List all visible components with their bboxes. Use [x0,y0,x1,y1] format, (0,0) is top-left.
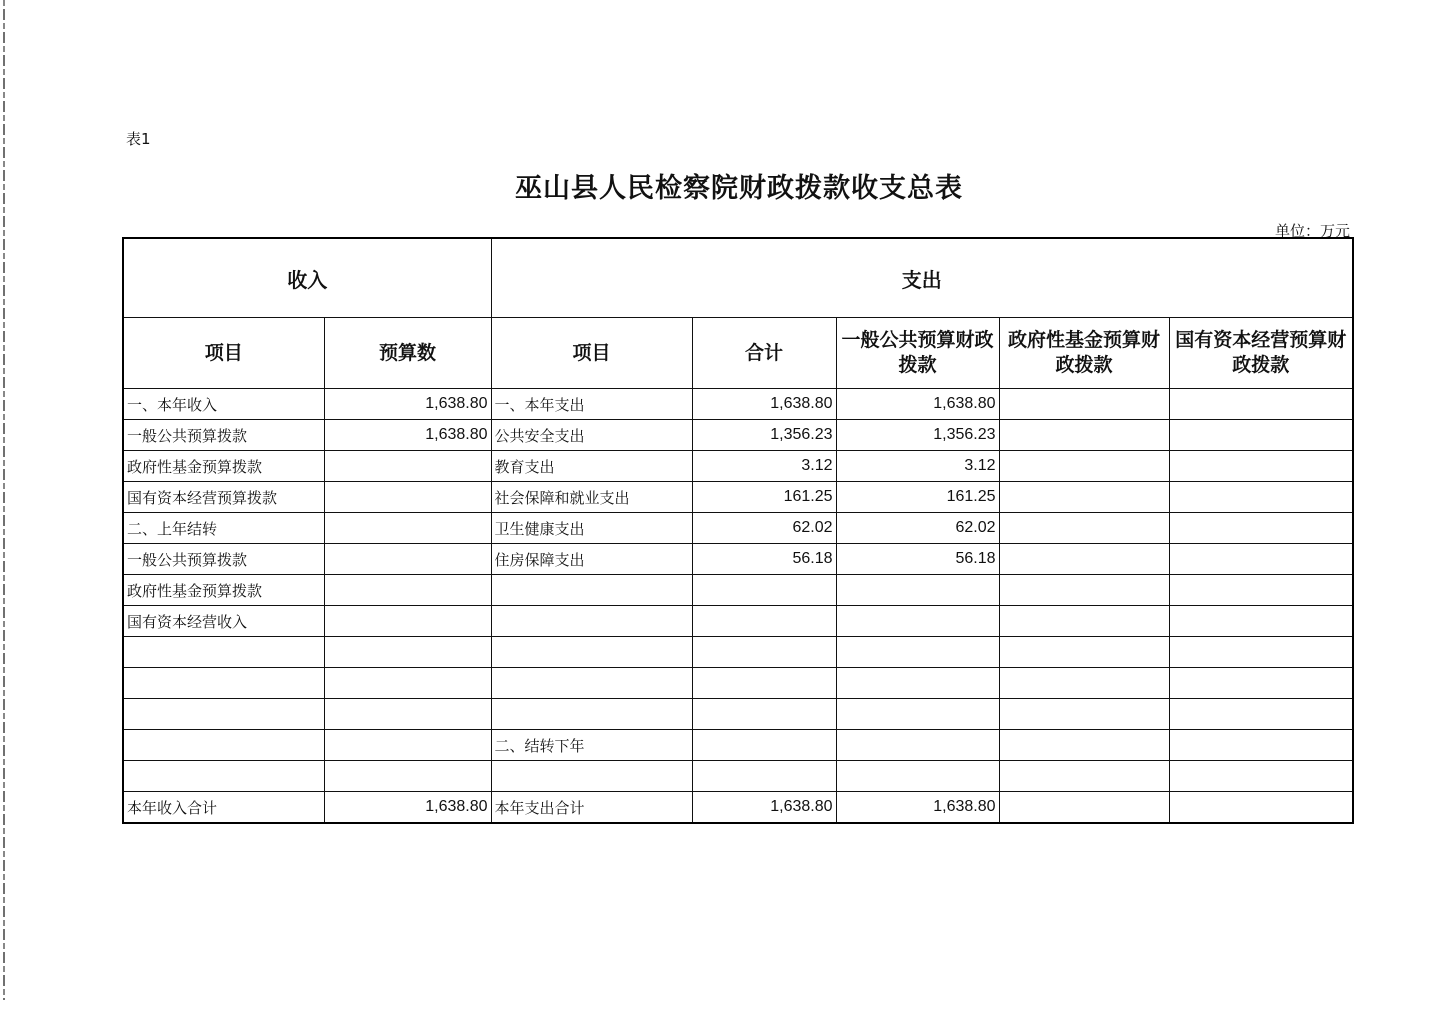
table-cell [123,730,324,761]
table-cell [836,606,999,637]
table-cell [123,699,324,730]
table-cell [836,699,999,730]
table-cell [999,420,1169,451]
table-row [123,575,1353,606]
table-row [123,668,1353,699]
table-cell: 社会保障和就业支出 [491,482,692,513]
table-cell: 1,638.80 [692,389,836,420]
table-cell [1169,668,1353,699]
table-cell [1169,513,1353,544]
table-cell [1169,606,1353,637]
unit-label: 单位：万元 [1274,222,1350,240]
table-cell [692,730,836,761]
table-cell [999,482,1169,513]
table-cell [999,668,1169,699]
table-cell [692,699,836,730]
table-cell: 本年收入合计 [123,792,324,824]
table-cell [999,544,1169,575]
column-header-row [123,318,1353,389]
table-row [123,637,1353,668]
table-cell [692,668,836,699]
table-cell [123,668,324,699]
table-cell [836,637,999,668]
table-cell: 1,356.23 [836,420,999,451]
table-row [123,606,1353,637]
table-cell: 1,638.80 [324,420,491,451]
table-cell [324,606,491,637]
table-cell: 国有资本经营预算拨款 [123,482,324,513]
budget-summary-table [122,237,1354,824]
table-cell: 二、上年结转 [123,513,324,544]
table-cell [999,761,1169,792]
table-cell: 62.02 [836,513,999,544]
col-header-income-item: 项目 [123,318,324,389]
table-row [123,451,1353,482]
table-row [123,482,1353,513]
table-cell [123,637,324,668]
table-cell [999,451,1169,482]
income-group-header: 收入 [123,238,491,318]
table-cell: 3.12 [836,451,999,482]
table-cell [1169,792,1353,824]
table-cell: 1,638.80 [692,792,836,824]
table-cell: 1,638.80 [324,389,491,420]
group-header-row [123,238,1353,318]
table-cell [999,575,1169,606]
table-cell [692,575,836,606]
table-cell [1169,420,1353,451]
table-row [123,389,1353,420]
col-header-state-capital: 国有资本经营预算财政拨款 [1169,318,1353,389]
table-cell: 卫生健康支出 [491,513,692,544]
table-cell [999,792,1169,824]
table-row [123,544,1353,575]
table-row [123,730,1353,761]
table-cell [324,699,491,730]
table-cell [836,668,999,699]
table-cell [1169,575,1353,606]
expense-group-header: 支出 [491,238,1353,318]
table-cell: 1,638.80 [324,792,491,824]
table-cell [836,761,999,792]
table-cell: 政府性基金预算拨款 [123,575,324,606]
table-cell [324,451,491,482]
col-header-budget: 预算数 [324,318,491,389]
table-cell: 161.25 [836,482,999,513]
table-cell: 56.18 [836,544,999,575]
table-cell: 国有资本经营收入 [123,606,324,637]
table-cell [324,761,491,792]
table-cell [324,575,491,606]
table-cell: 一般公共预算拨款 [123,544,324,575]
table-cell [999,389,1169,420]
table-cell: 一、本年收入 [123,389,324,420]
table-cell [836,730,999,761]
table-cell [692,761,836,792]
table-cell: 1,638.80 [836,792,999,824]
table-cell [1169,637,1353,668]
table-cell [491,668,692,699]
table-cell [692,606,836,637]
table-cell [324,544,491,575]
table-label: 表1 [126,130,151,148]
table-cell [1169,699,1353,730]
table-cell [491,637,692,668]
table-cell [999,730,1169,761]
table-cell: 1,356.23 [692,420,836,451]
col-header-gov-fund: 政府性基金预算财政拨款 [999,318,1169,389]
table-cell [123,761,324,792]
table-cell [1169,482,1353,513]
table-cell: 政府性基金预算拨款 [123,451,324,482]
table-cell: 1,638.80 [836,389,999,420]
scan-edge-artifact [3,0,5,1000]
table-row [123,513,1353,544]
table-cell [999,699,1169,730]
table-cell: 一、本年支出 [491,389,692,420]
table-cell: 住房保障支出 [491,544,692,575]
table-cell [491,761,692,792]
table-row [123,792,1353,824]
table-cell [1169,730,1353,761]
table-cell [324,637,491,668]
table-cell [1169,451,1353,482]
table-row [123,420,1353,451]
table-cell [491,575,692,606]
table-row [123,761,1353,792]
table-cell: 二、结转下年 [491,730,692,761]
table-cell [1169,389,1353,420]
table-cell [491,606,692,637]
table-cell [324,513,491,544]
table-cell [999,606,1169,637]
table-cell: 56.18 [692,544,836,575]
table-cell [1169,544,1353,575]
col-header-total: 合计 [692,318,836,389]
document-title: 巫山县人民检察院财政拨款收支总表 [515,173,963,204]
table-cell [324,668,491,699]
table-cell [999,637,1169,668]
table-cell [324,482,491,513]
table-row [123,699,1353,730]
table-cell: 公共安全支出 [491,420,692,451]
table-cell [1169,761,1353,792]
col-header-general-budget: 一般公共预算财政拨款 [836,318,999,389]
table-cell [836,575,999,606]
table-cell: 教育支出 [491,451,692,482]
table-cell: 本年支出合计 [491,792,692,824]
table-cell [999,513,1169,544]
table-cell: 161.25 [692,482,836,513]
table-cell [324,730,491,761]
table-cell: 一般公共预算拨款 [123,420,324,451]
table-cell [491,699,692,730]
table-cell: 62.02 [692,513,836,544]
col-header-expense-item: 项目 [491,318,692,389]
table-cell: 3.12 [692,451,836,482]
table-cell [692,637,836,668]
